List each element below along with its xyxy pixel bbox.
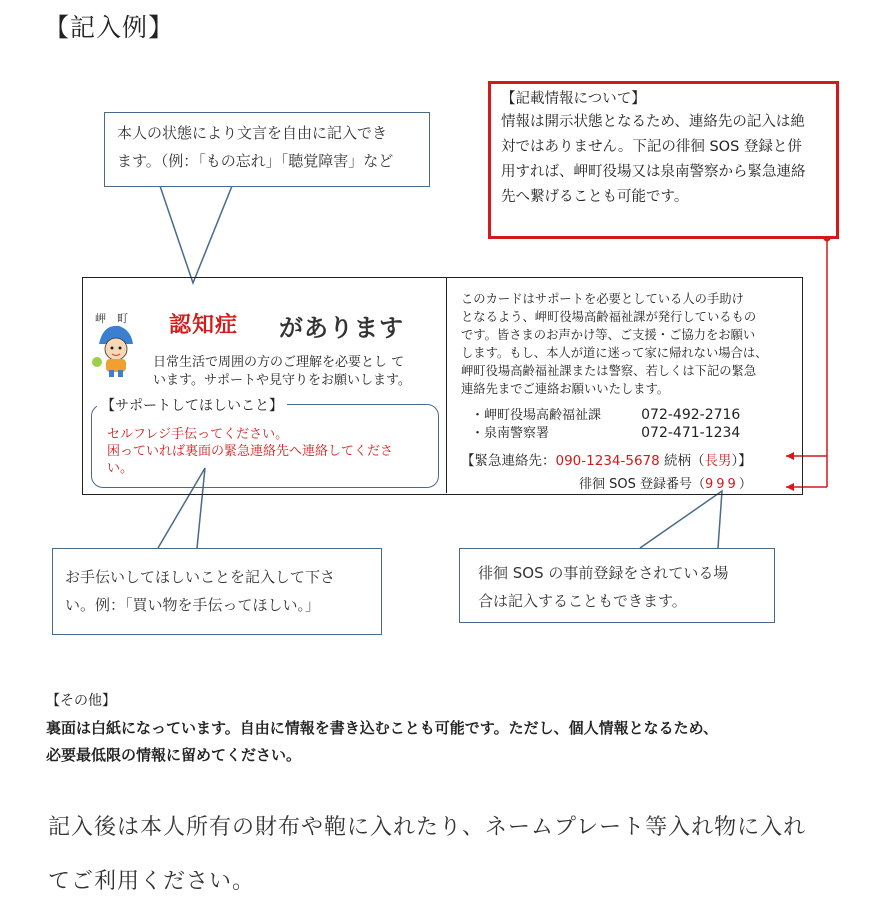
emergency-phone: 090-1234-5678	[555, 453, 660, 469]
info-line: 先へ繋げることも可能です。	[501, 189, 689, 205]
support-line: セルフレジ手伝ってください。	[107, 427, 289, 442]
callout-line: 徘徊 SOS の事前登録をされている場	[478, 564, 729, 582]
explanation-line: このカードはサポートを必要としている人の手助け	[461, 292, 744, 306]
support-line: い。	[107, 461, 134, 476]
other-line: 必要最低限の情報に留めてください。	[46, 746, 302, 764]
sos-label: 徘徊 SOS 登録番号（	[579, 477, 706, 492]
usage-note-line: てご利用ください。	[48, 869, 256, 894]
card-explanation	[461, 290, 801, 398]
town-name: 岬 町	[95, 312, 128, 325]
card-front-left	[83, 278, 447, 493]
explanation-line: です。皆さまのお声かけ等、ご支援・ご協力をお願い	[461, 328, 756, 342]
other-line: 裏面は白紙になっています。自由に情報を書き込むことも可能です。ただし、個人情報となるため、	[46, 719, 719, 737]
pointer-bottom-right	[640, 491, 722, 548]
explanation-line: します。もし、本人が道に迷って家に帰れない場合は、	[461, 346, 768, 360]
support-text	[107, 426, 437, 477]
other-body	[46, 715, 856, 769]
mascot-icon	[89, 322, 141, 378]
callout-bottom-right	[459, 548, 775, 623]
desc-line: 日常生活で周囲の方のご理解を必要とし て	[153, 355, 405, 370]
contact-row	[471, 424, 791, 443]
support-heading: 【サポートしてほしいこと】	[97, 395, 287, 415]
info-line: 情報は開示状態となるため、連絡先の記入は絶	[501, 114, 805, 130]
callout-top-left	[104, 112, 430, 187]
emergency-prefix: 【緊急連絡先：	[461, 453, 556, 469]
contact-name: ・岬町役場高齢福祉課	[471, 408, 602, 423]
callout-line: 本人の状態により文言を自由に記入でき	[117, 124, 388, 142]
info-heading: 【記載情報について】	[501, 91, 646, 107]
sos-number	[579, 473, 752, 492]
help-card	[82, 277, 803, 495]
other-heading: 【その他】	[46, 693, 116, 709]
headline-arimasu: があります	[279, 314, 404, 342]
explanation-line: となるよう、岬町役場高齢福祉課が発行しているもの	[461, 310, 757, 324]
callout-bottom-left	[52, 548, 382, 635]
desc-line: います。サポートや見守りをお願いします。	[153, 373, 411, 388]
callout-line: お手伝いしてほしいことを記入して下さ	[65, 568, 336, 586]
contact-row	[471, 406, 791, 425]
info-box	[488, 81, 839, 239]
card-description	[153, 354, 443, 390]
contact-name: ・泉南警察署	[471, 426, 550, 441]
callout-line: 合は記入することもできます。	[478, 592, 687, 610]
info-line: 用すれば、岬町役場又は泉南警察から緊急連絡	[501, 164, 806, 180]
contact-phone: 072-471-1234	[641, 425, 741, 441]
explanation-line: 連絡先までご連絡お願いいたします。	[461, 382, 670, 396]
callout-line: ます。（例：「もの忘れ」「聴覚障害」など	[117, 152, 394, 170]
support-line: 困っていれば裏面の緊急連絡先へ連絡してくださ	[107, 444, 394, 459]
card-front-right	[447, 278, 802, 493]
page-title: 【記入例】	[44, 13, 175, 42]
emergency-relation: 長男	[704, 453, 732, 469]
usage-note-line: 記入後は本人所有の財布や鞄に入れたり、ネームプレート等入れ物に入れ	[48, 815, 807, 840]
info-line: 対ではありません。下記の徘徊 SOS 登録と併	[501, 139, 802, 155]
contact-phone: 072-492-2716	[641, 407, 741, 423]
emergency-suffix: ）】	[731, 453, 752, 469]
headline-dementia: 認知症	[169, 313, 239, 338]
sos-value: 999	[705, 477, 739, 492]
pointer-top-left	[160, 186, 232, 283]
explanation-line: 岬町役場高齢福祉課または警察、若しくは下記の緊急	[461, 364, 757, 378]
callout-line: い。例：「買い物を手伝ってほしい。」	[65, 596, 321, 614]
sos-suffix: ）	[738, 477, 752, 492]
emergency-relation-label: 続柄（	[659, 453, 705, 469]
emergency-contact	[461, 449, 752, 469]
